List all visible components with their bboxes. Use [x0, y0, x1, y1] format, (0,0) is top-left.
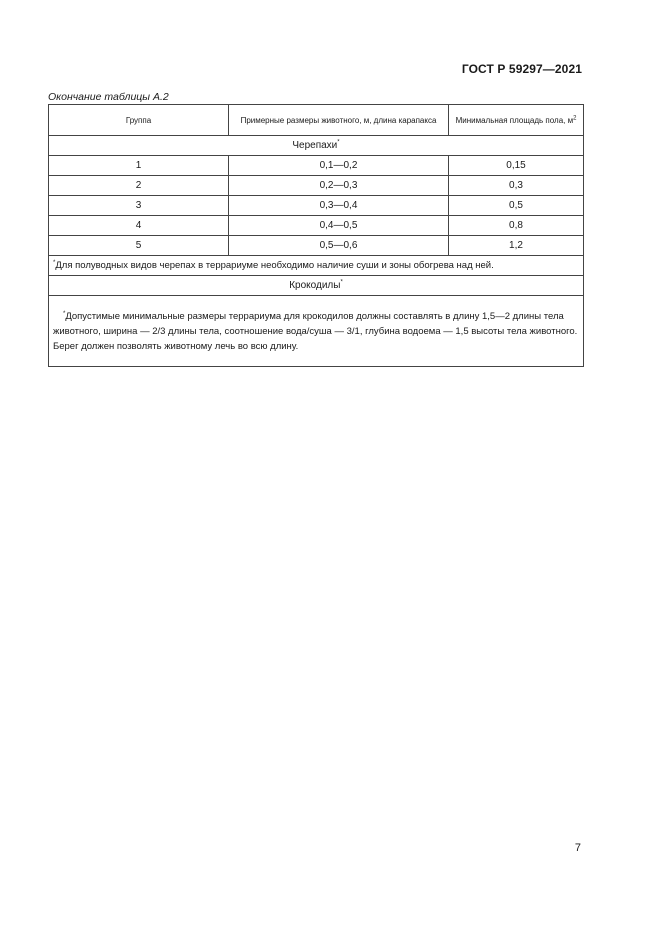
animal-size-table [48, 104, 584, 367]
turtle-note-mark: * [53, 259, 56, 266]
cell-size: 0,2—0,3 [229, 176, 449, 196]
cell-area: 0,5 [449, 196, 584, 216]
cell-group: 4 [49, 216, 229, 236]
cell-size: 0,3—0,4 [229, 196, 449, 216]
section-row-turtles [49, 136, 584, 156]
turtle-note-text: Для полуводных видов черепах в террариуме необходимо наличие суши и зоны обогрева над ней. [55, 260, 494, 271]
crocodile-note-text: Допустимые минимальные размеры террариума для крокодилов должны составлять в длину 1,5—2 длины тела животного, ширина — 2/3 длины тела, соотношение вода/суша — 3/1, глубина водоема — 1,5 высоты тела животного. Берег должен позволять животному лечь во всю длину. [53, 310, 578, 352]
cell-area: 0,8 [449, 216, 584, 236]
section-turtles-label: Черепахи [292, 140, 338, 151]
section-crocodiles [49, 276, 584, 296]
table-row [49, 176, 584, 196]
header-area-label: Минимальная площадь пола, м [455, 115, 574, 125]
cell-area: 0,15 [449, 156, 584, 176]
cell-area: 1,2 [449, 236, 584, 256]
table-header-row [49, 105, 584, 136]
table-caption: Окончание таблицы А.2 [48, 91, 169, 103]
cell-size: 0,5—0,6 [229, 236, 449, 256]
cell-group: 1 [49, 156, 229, 176]
header-area [449, 105, 584, 136]
crocodile-note-mark: * [63, 310, 66, 317]
document-id: ГОСТ Р 59297—2021 [461, 62, 582, 76]
header-size: Примерные размеры животного, м, длина карапакса [229, 105, 449, 136]
table-row [49, 236, 584, 256]
table-row [49, 156, 584, 176]
header-group: Группа [49, 105, 229, 136]
crocodile-note-row [49, 296, 584, 367]
header-area-superscript: 2 [573, 114, 577, 121]
table-row [49, 196, 584, 216]
turtle-note-row [49, 256, 584, 276]
cell-group: 5 [49, 236, 229, 256]
table-row [49, 216, 584, 236]
section-crocodiles-mark: * [340, 279, 343, 286]
turtle-note [49, 256, 584, 276]
cell-area: 0,3 [449, 176, 584, 196]
section-turtles [49, 136, 584, 156]
cell-size: 0,1—0,2 [229, 156, 449, 176]
section-turtles-mark: * [337, 139, 340, 146]
section-row-crocodiles [49, 276, 584, 296]
cell-size: 0,4—0,5 [229, 216, 449, 236]
page-number: 7 [574, 842, 581, 854]
section-crocodiles-label: Крокодилы [289, 280, 341, 291]
cell-group: 2 [49, 176, 229, 196]
cell-group: 3 [49, 196, 229, 216]
crocodile-note [49, 296, 584, 367]
